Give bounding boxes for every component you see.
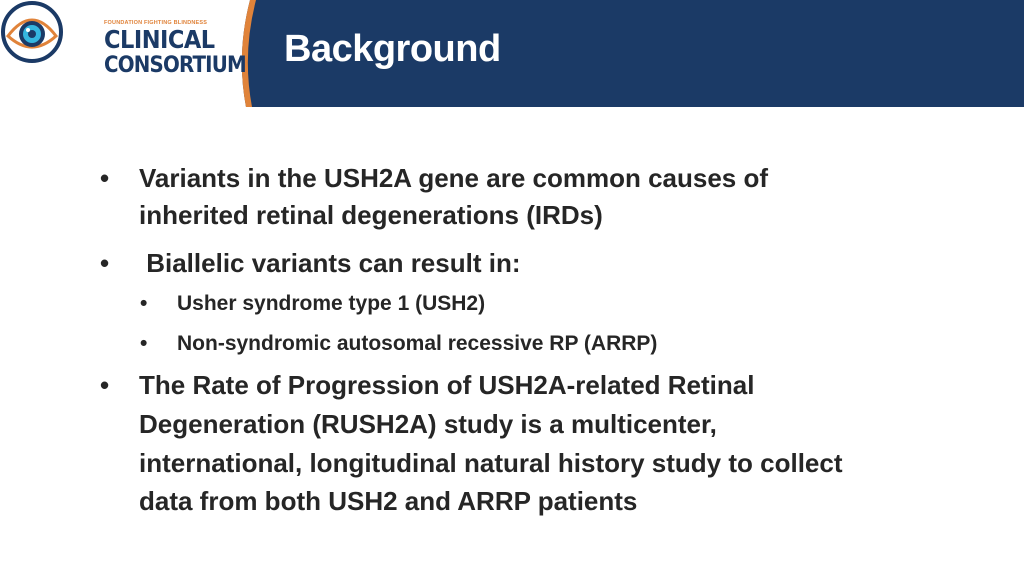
bullet-3-line-4: data from both USH2 and ARRP patients bbox=[139, 486, 638, 516]
logo-text bbox=[104, 20, 246, 79]
logo-word-clinical: CLINICAL bbox=[104, 25, 215, 54]
bullet-1-line-1: Variants in the USH2A gene are common causes of bbox=[139, 163, 769, 193]
bullet-3-line-1: The Rate of Progression of USH2A-related Retinal bbox=[139, 370, 755, 400]
bullet-dot: • bbox=[100, 248, 110, 278]
eye-logo-icon bbox=[0, 0, 64, 64]
bullet-3-line-3: international, longitudinal natural history study to collect bbox=[139, 448, 843, 478]
logo-tagline: FOUNDATION FIGHTING BLINDNESS bbox=[104, 20, 208, 26]
sub-bullet-2-text: Non-syndromic autosomal recessive RP (ARRP) bbox=[177, 332, 658, 355]
bullet-2-line-1: Biallelic variants can result in: bbox=[139, 248, 521, 278]
bullet-1-line-2: inherited retinal degenerations (IRDs) bbox=[139, 200, 603, 230]
header-bar bbox=[0, 0, 1024, 107]
logo-panel bbox=[0, 0, 262, 107]
sub-bullet-1-text: Usher syndrome type 1 (USH2) bbox=[177, 292, 486, 315]
bullet-3-line-2: Degeneration (RUSH2A) study is a multicenter, bbox=[139, 409, 717, 439]
sub-bullet-dot: • bbox=[140, 292, 148, 315]
logo-word-consortium: CONSORTIUM bbox=[104, 53, 246, 78]
bullet-dot: • bbox=[100, 370, 110, 400]
sub-bullet-dot: • bbox=[140, 332, 148, 355]
slide-title: Background bbox=[284, 28, 501, 70]
bullet-dot: • bbox=[100, 163, 110, 193]
